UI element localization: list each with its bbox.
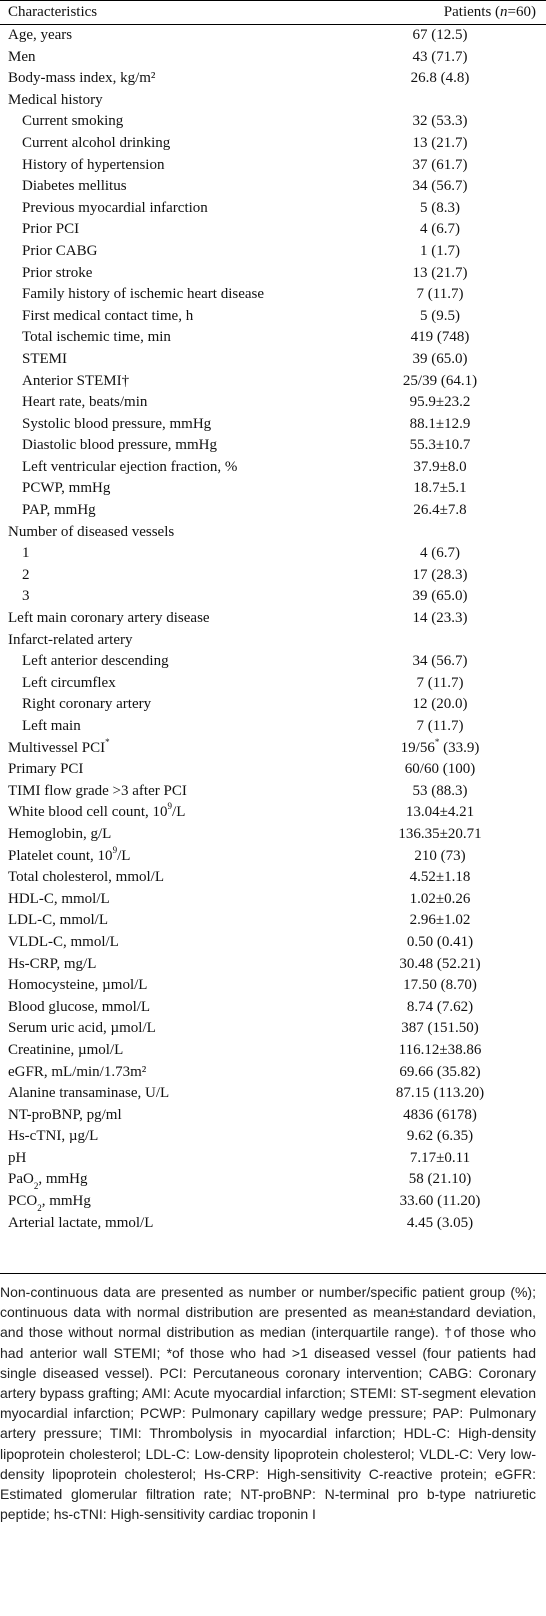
table-row (0, 478, 546, 500)
row-label: Men (8, 48, 36, 65)
row-value: 8.74 (7.62) (406, 998, 474, 1015)
row-value: 136.35±20.71 (398, 825, 482, 842)
row-label: PaO$_2$, mmHg (8, 1171, 88, 1192)
row-value: 60/60 (100) (404, 761, 476, 778)
row-label: 1 (22, 545, 30, 562)
row-label: Prior stroke (22, 264, 93, 281)
table-row (0, 25, 546, 47)
row-value: 55.3±10.7 (409, 437, 471, 454)
row-label: Prior PCI (22, 221, 80, 238)
row-label: Number of diseased vessels (8, 523, 175, 540)
table-row (0, 263, 546, 285)
row-label: pH (8, 1149, 27, 1166)
row-value: 7.17±0.11 (409, 1149, 471, 1166)
table-row (0, 759, 546, 781)
row-label: Age, years (8, 27, 73, 43)
row-value: 387 (151.50) (401, 1020, 479, 1037)
table-row (0, 1213, 546, 1235)
table-row (0, 889, 546, 911)
row-value: 7 (11.7) (416, 674, 464, 691)
row-value: 18.7±5.1 (413, 480, 467, 497)
table-row (0, 630, 546, 652)
row-label: Previous myocardial infarction (22, 199, 208, 216)
table-row (0, 392, 546, 414)
row-value: 53 (88.3) (412, 782, 468, 799)
row-label: Diastolic blood pressure, mmHg (22, 437, 217, 454)
table-row (0, 586, 546, 608)
table-row (0, 997, 546, 1019)
table-row (0, 457, 546, 479)
row-value: 210 (73) (414, 847, 466, 864)
row-value: 34 (56.7) (412, 653, 468, 670)
row-label: Medical history (8, 91, 103, 108)
table-row (0, 954, 546, 976)
row-value: 13.04±4.21 (405, 804, 475, 821)
table-row (0, 47, 546, 69)
table-row (0, 198, 546, 220)
table-row (0, 155, 546, 177)
row-value: 4 (6.7) (420, 545, 460, 562)
row-label: First medical contact time, h (22, 307, 194, 324)
table-row (0, 1169, 546, 1191)
table-bottom-rule (0, 1273, 546, 1274)
row-value: 4836 (6178) (403, 1106, 477, 1123)
row-label: TIMI flow grade >3 after PCI (8, 782, 187, 799)
row-label: Left anterior descending (22, 653, 169, 670)
row-label: Homocysteine, µmol/L (8, 977, 148, 994)
table-row (0, 781, 546, 803)
table-row (0, 284, 546, 306)
row-value: 13 (21.7) (412, 264, 468, 281)
row-label: PAP, mmHg (22, 502, 96, 519)
row-value: 0.50 (0.41) (406, 933, 474, 950)
row-label: Family history of ischemic heart disease (22, 286, 265, 303)
row-label: Multivessel PCI* (8, 736, 110, 756)
row-value: 4.45 (3.05) (406, 1214, 474, 1231)
table-row (0, 694, 546, 716)
row-value: 5 (8.3) (420, 199, 460, 216)
row-value: 26.8 (4.8) (410, 70, 470, 87)
row-value: 33.60 (11.20) (399, 1193, 481, 1210)
row-label: Body-mass index, kg/m² (8, 70, 156, 87)
table-row (0, 716, 546, 738)
row-label: Hs-CRP, mg/L (8, 955, 97, 972)
row-label: Platelet count, $10^9/L$ (8, 844, 131, 864)
row-label: Total cholesterol, mmol/L (8, 869, 164, 886)
row-value: 7 (11.7) (416, 286, 464, 303)
row-value: 95.9±23.2 (409, 394, 471, 411)
table-row (0, 1105, 546, 1127)
table-row (0, 219, 546, 241)
row-label: Left circumflex (22, 674, 116, 691)
table-row (0, 543, 546, 565)
row-label: 3 (22, 588, 30, 605)
table-footnote: Non-continuous data are presented as number or number/specific patient group (%); continuous data with normal distribution are presented as mean±standard deviation, and those without normal distribution as median (interquartile range). †of those who had anterior wall STEMI; *of those who had >1 diseased vessel (four patients had single diseased vessel). PCI: Percutaneous coronary intervention; CABG: Coronary artery bypass grafting; AMI: Acute myocardial infarction; STEMI: ST-segment elevation myocardial infarction; PCWP: Pulmonary capillary wedge pressure; PAP: Pulmonary artery pressure; TIMI: Thrombolysis in myocardial infarction; HDL-C: High-density lipoprotein cholesterol; LDL-C: Low-density lipoprotein cholesterol; VLDL-C: Very low-density lipoprotein cholesterol; Hs-CRP: High-sensitivity C-reactive protein; eGFR: Estimated glomerular filtration rate; NT-proBNP: N-terminal pro b-type natriuretic peptide; hs-cTNI: High-sensitivity cardiac troponin I (0, 1284, 536, 1523)
table-row (0, 1040, 546, 1062)
table-row (0, 1083, 546, 1105)
row-label: NT-proBNP, pg/ml (8, 1106, 122, 1123)
table-row (0, 241, 546, 263)
table-row (0, 306, 546, 328)
table-row (0, 1191, 546, 1213)
table-row (0, 673, 546, 695)
row-label: Diabetes mellitus (22, 178, 127, 195)
row-value: 25/39 (64.1) (402, 372, 478, 389)
table-row (0, 327, 546, 349)
table-row (0, 435, 546, 457)
row-label: Arterial lactate, mmol/L (8, 1214, 154, 1231)
row-value: 39 (65.0) (412, 350, 468, 367)
row-value: 19/56* (33.9) (400, 736, 480, 756)
table-row (0, 1148, 546, 1170)
table-row (0, 500, 546, 522)
table-row (0, 802, 546, 824)
row-label: Anterior STEMI† (22, 372, 130, 389)
row-value: 13 (21.7) (412, 134, 468, 151)
table-row (0, 414, 546, 436)
table-row (0, 176, 546, 198)
header-patients: Patients (n=60) (443, 4, 536, 20)
row-value: 17 (28.3) (412, 566, 468, 583)
row-value: 32 (53.3) (412, 113, 468, 130)
table-row (0, 608, 546, 630)
row-label: eGFR, mL/min/1.73m² (8, 1063, 147, 1080)
row-value: 4 (6.7) (420, 221, 460, 238)
row-value: 39 (65.0) (412, 588, 468, 605)
row-value: 9.62 (6.35) (406, 1128, 474, 1145)
row-label: $PCO_2$, mmHg (8, 1193, 91, 1214)
table-row (0, 371, 546, 393)
row-value: 88.1±12.9 (409, 415, 471, 432)
row-label: Heart rate, beats/min (22, 394, 148, 411)
row-label: Systolic blood pressure, mmHg (22, 415, 212, 432)
row-value: 17.50 (8.70) (403, 977, 477, 994)
row-value: 4.52±1.18 (409, 869, 471, 886)
row-value: 2.96±1.02 (409, 912, 471, 929)
row-value: 43 (71.7) (412, 48, 468, 65)
row-value: 26.4±7.8 (413, 502, 467, 519)
row-value: 37.9±8.0 (413, 458, 467, 475)
row-label: Infarct-related artery (8, 631, 133, 648)
row-label: STEMI (22, 350, 67, 367)
row-label: Total ischemic time, min (22, 329, 171, 346)
row-label: White blood cell count, $10^9/L$ (8, 801, 186, 821)
table-row (0, 565, 546, 587)
row-label: Serum uric acid, µmol/L (8, 1020, 156, 1037)
row-value: 419 (748) (410, 329, 470, 346)
row-label: Left main coronary artery disease (8, 610, 210, 627)
row-label: Current alcohol drinking (22, 134, 171, 151)
row-label: Prior CABG (22, 242, 98, 259)
row-value: 12 (20.0) (412, 696, 468, 713)
row-label: Current smoking (22, 113, 124, 130)
table-body (0, 25, 546, 1234)
row-label: Creatinine, µmol/L (8, 1041, 124, 1058)
row-label: LDL-C, mmol/L (8, 912, 108, 929)
row-label: PCWP, mmHg (22, 480, 111, 497)
row-value: 5 (9.5) (420, 307, 460, 324)
table-row (0, 1126, 546, 1148)
table-row (0, 1018, 546, 1040)
row-value: 34 (56.7) (412, 178, 468, 195)
row-label: Left ventricular ejection fraction, % (22, 458, 238, 475)
row-value: 14 (23.3) (412, 610, 468, 627)
table-row (0, 1062, 546, 1084)
table-row (0, 90, 546, 112)
row-value: 1.02±0.26 (409, 890, 471, 907)
row-value: 58 (21.10) (408, 1171, 472, 1188)
table-row (0, 349, 546, 371)
table-row (0, 975, 546, 997)
row-value: 67 (12.5) (412, 27, 468, 43)
table-row (0, 932, 546, 954)
table-row (0, 867, 546, 889)
header-characteristics: Characteristics (8, 4, 98, 20)
row-value: 1 (1.7) (420, 242, 460, 259)
row-value: 69.66 (35.82) (399, 1063, 481, 1080)
table-row (0, 522, 546, 544)
row-label: Hemoglobin, g/L (8, 825, 112, 842)
row-label: HDL-C, mmol/L (8, 890, 110, 907)
row-value: 7 (11.7) (416, 718, 464, 734)
row-value: 30.48 (52.21) (399, 955, 481, 972)
row-value: 87.15 (113.20) (395, 1085, 485, 1102)
table-row (0, 846, 546, 868)
row-value: 116.12±38.86 (398, 1041, 482, 1058)
row-label: Hs-cTNI, µg/L (8, 1128, 99, 1145)
table-row (0, 824, 546, 846)
table-row (0, 910, 546, 932)
row-value: 37 (61.7) (412, 156, 468, 173)
row-label: Blood glucose, mmol/L (8, 998, 151, 1015)
row-label: History of hypertension (22, 156, 165, 173)
row-label: Alanine transaminase, U/L (8, 1085, 170, 1102)
table-row (0, 651, 546, 673)
table-row (0, 68, 546, 90)
row-label: Left main (22, 718, 81, 734)
row-label: 2 (22, 566, 30, 583)
row-label: VLDL-C, mmol/L (8, 933, 119, 950)
table-row (0, 111, 546, 133)
table-row (0, 738, 546, 760)
row-label: Primary PCI (8, 761, 84, 778)
row-label: Right coronary artery (22, 696, 152, 713)
table-row (0, 133, 546, 155)
